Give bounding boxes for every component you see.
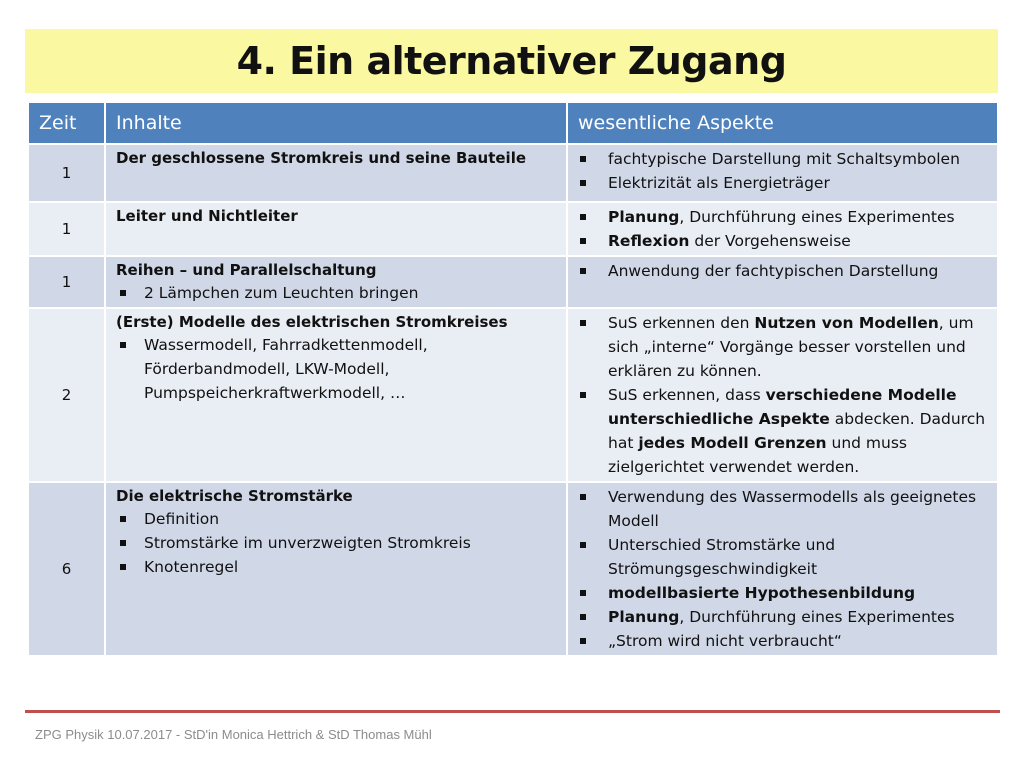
bullet-icon	[120, 290, 126, 296]
list-item	[116, 531, 556, 555]
list-item-text: 2 Lämpchen zum Leuchten bringen	[144, 284, 419, 302]
aspekte-cell	[567, 256, 998, 308]
list-item	[578, 147, 987, 171]
emphasis-text: Planung	[608, 208, 680, 226]
table-row	[28, 482, 998, 656]
list-item	[578, 383, 987, 479]
aspekte-cell	[567, 144, 998, 202]
page-title: 4. Ein alternativer Zugang	[236, 39, 787, 83]
aspects-list	[578, 147, 987, 195]
aspect-text: abdecken. Dadurch hat	[608, 410, 986, 452]
table-row	[28, 144, 998, 202]
list-item	[116, 507, 556, 531]
list-item-text: Wassermodell, Fahrradkettenmodell, Förderbandmodell, LKW-Modell, Pumpspeicherkraftwerkmodell, …	[144, 336, 428, 402]
zeit-cell: 2	[28, 308, 105, 482]
emphasis-text: jedes Modell Grenzen	[638, 434, 827, 452]
header-zeit: Zeit	[28, 102, 105, 144]
inhalte-cell	[105, 202, 567, 256]
aspects-list	[578, 485, 987, 653]
topic-title: Leiter und Nichtleiter	[116, 207, 298, 225]
footer-text: ZPG Physik 10.07.2017 - StD'in Monica Hettrich & StD Thomas Mühl	[35, 727, 432, 742]
bullet-icon	[120, 540, 126, 546]
zeit-cell: 6	[28, 482, 105, 656]
bullet-icon	[580, 156, 586, 162]
emphasis-text: modellbasierte Hypothesenbildung	[608, 584, 916, 602]
list-item	[578, 171, 987, 195]
bullet-icon	[120, 564, 126, 570]
list-item	[578, 205, 987, 229]
bullet-icon	[580, 392, 586, 398]
bullet-icon	[580, 590, 586, 596]
list-item	[578, 533, 987, 581]
inhalte-cell	[105, 308, 567, 482]
topic-title: Reihen – und Parallelschaltung	[116, 261, 377, 279]
aspect-text: Verwendung des Wassermodells als geeignetes Modell	[608, 488, 977, 530]
header-inhalte: Inhalte	[105, 102, 567, 144]
topic-title: Die elektrische Stromstärke	[116, 487, 353, 505]
emphasis-text: verschiedene Modelle unterschiedliche Aspekte	[608, 386, 957, 428]
list-item	[578, 229, 987, 253]
header-aspekte: wesentliche Aspekte	[567, 102, 998, 144]
topic-title: Der geschlossene Stromkreis und seine Bauteile	[116, 149, 527, 167]
inhalte-cell	[105, 482, 567, 656]
bullet-icon	[580, 320, 586, 326]
list-item	[578, 629, 987, 653]
table-header-row	[28, 102, 998, 144]
bullet-icon	[580, 268, 586, 274]
aspect-text: , Durchführung eines Experimentes	[679, 208, 955, 226]
aspect-text: Elektrizität als Energieträger	[608, 174, 830, 192]
list-item-text: Definition	[144, 510, 220, 528]
aspect-text: SuS erkennen den	[608, 314, 755, 332]
title-banner	[25, 29, 998, 93]
emphasis-text: Reflexion	[608, 232, 690, 250]
table-row	[28, 308, 998, 482]
bullet-icon	[580, 542, 586, 548]
list-item	[578, 485, 987, 533]
emphasis-text: Nutzen von Modellen	[754, 314, 939, 332]
list-item	[578, 581, 987, 605]
aspects-list	[578, 311, 987, 479]
aspekte-cell	[567, 482, 998, 656]
aspect-text: fachtypische Darstellung mit Schaltsymbolen	[608, 150, 960, 168]
zeit-cell: 1	[28, 202, 105, 256]
table-row	[28, 256, 998, 308]
lesson-plan-table	[27, 101, 999, 657]
list-item	[116, 555, 556, 579]
aspect-text: Anwendung der fachtypischen Darstellung	[608, 262, 939, 280]
aspect-text: der Vorgehensweise	[689, 232, 851, 250]
footer-divider	[25, 710, 1000, 713]
inhalte-cell	[105, 256, 567, 308]
list-item-text: Knotenregel	[144, 558, 239, 576]
list-item	[578, 311, 987, 383]
zeit-cell: 1	[28, 144, 105, 202]
aspect-text: , um sich „interne“ Vorgänge besser vorstellen und erklären zu können.	[608, 314, 974, 380]
bullet-icon	[580, 214, 586, 220]
content-list	[116, 333, 556, 405]
aspect-text: SuS erkennen, dass	[608, 386, 766, 404]
aspects-list	[578, 259, 987, 283]
list-item	[116, 333, 556, 405]
bullet-icon	[580, 614, 586, 620]
aspects-list	[578, 205, 987, 253]
zeit-cell: 1	[28, 256, 105, 308]
aspect-text: Unterschied Stromstärke und Strömungsgeschwindigkeit	[608, 536, 836, 578]
aspekte-cell	[567, 202, 998, 256]
bullet-icon	[120, 342, 126, 348]
content-list	[116, 507, 556, 579]
aspect-text: und muss zielgerichtet verwendet werden.	[608, 434, 907, 476]
bullet-icon	[580, 180, 586, 186]
content-list	[116, 281, 556, 305]
bullet-icon	[580, 638, 586, 644]
list-item-text: Stromstärke im unverzweigten Stromkreis	[144, 534, 471, 552]
topic-title: (Erste) Modelle des elektrischen Stromkreises	[116, 313, 508, 331]
bullet-icon	[580, 238, 586, 244]
list-item	[578, 605, 987, 629]
emphasis-text: Planung	[608, 608, 680, 626]
inhalte-cell	[105, 144, 567, 202]
aspekte-cell	[567, 308, 998, 482]
aspect-text: , Durchführung eines Experimentes	[679, 608, 955, 626]
table-row	[28, 202, 998, 256]
aspect-text: „Strom wird nicht verbraucht“	[608, 632, 842, 650]
list-item	[578, 259, 987, 283]
bullet-icon	[580, 494, 586, 500]
list-item	[116, 281, 556, 305]
bullet-icon	[120, 516, 126, 522]
